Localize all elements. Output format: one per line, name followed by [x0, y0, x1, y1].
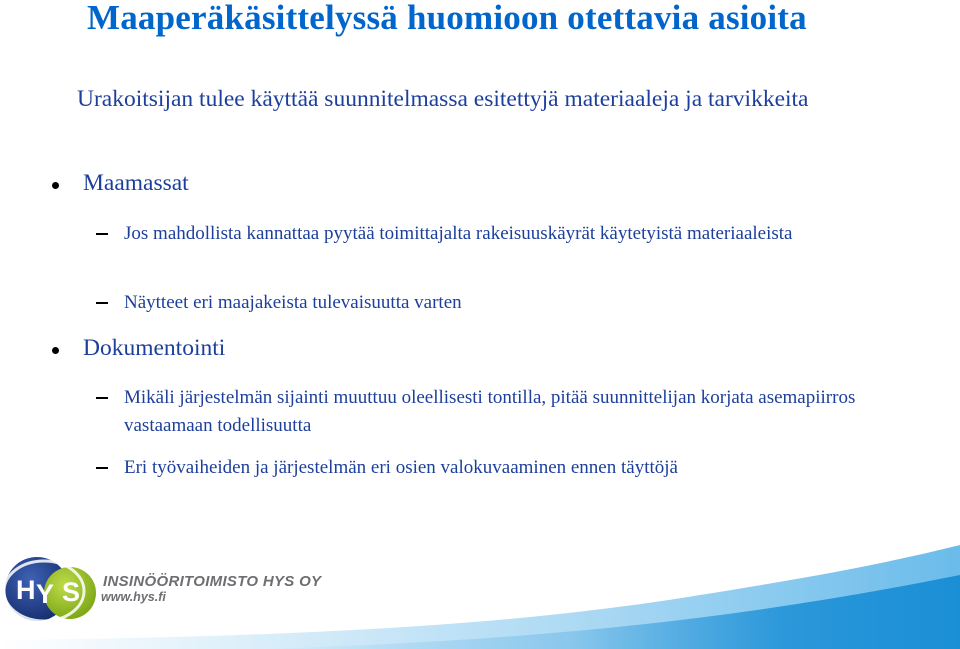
company-name: INSINÖÖRITOIMISTO HYS OY — [103, 573, 322, 590]
bullet-heading: Maamassat — [83, 170, 189, 196]
sub-item-rakeisuuskayrat — [96, 220, 916, 248]
intro-text: Urakoitsijan tulee käyttää suunnitelmassa esitettyjä materiaaleja ja tarvikkeita — [77, 86, 809, 112]
sub-item-text: Eri työvaiheiden ja järjestelmän eri osien valokuvaaminen ennen täyttöjä — [124, 457, 678, 478]
sub-item-sijainti — [96, 384, 916, 440]
dash-marker — [96, 397, 108, 399]
sub-item-text: Jos mahdollista kannattaa pyytää toimittajalta rakeisuuskäyrät käytetyistä materiaaleista — [124, 223, 793, 244]
bullet-dot — [52, 182, 59, 189]
sub-item-text: Näytteet eri maajakeista tulevaisuutta varten — [124, 292, 462, 313]
bullet-heading: Dokumentointi — [83, 335, 226, 361]
sub-item-naytteet — [96, 289, 916, 317]
sub-item-text: Mikäli järjestelmän sijainti muuttuu oleellisesti tontilla, pitää suunnittelijan korjata asemapiirros vastaamaan todellisuutta — [124, 387, 856, 436]
dash-marker — [96, 302, 108, 304]
logo-letter-s: S — [62, 577, 81, 607]
bullet-dot — [52, 347, 59, 354]
company-url: www.hys.fi — [101, 590, 166, 604]
logo-letter-y: Y — [36, 579, 55, 609]
sub-item-valokuvaaminen — [96, 454, 916, 482]
slide-title: Maaperäkäsittelyssä huomioon otettavia asioita — [87, 0, 807, 37]
dash-marker — [96, 467, 108, 469]
dash-marker — [96, 233, 108, 235]
logo-letter-h: H — [16, 575, 36, 605]
hys-logo — [4, 557, 96, 621]
